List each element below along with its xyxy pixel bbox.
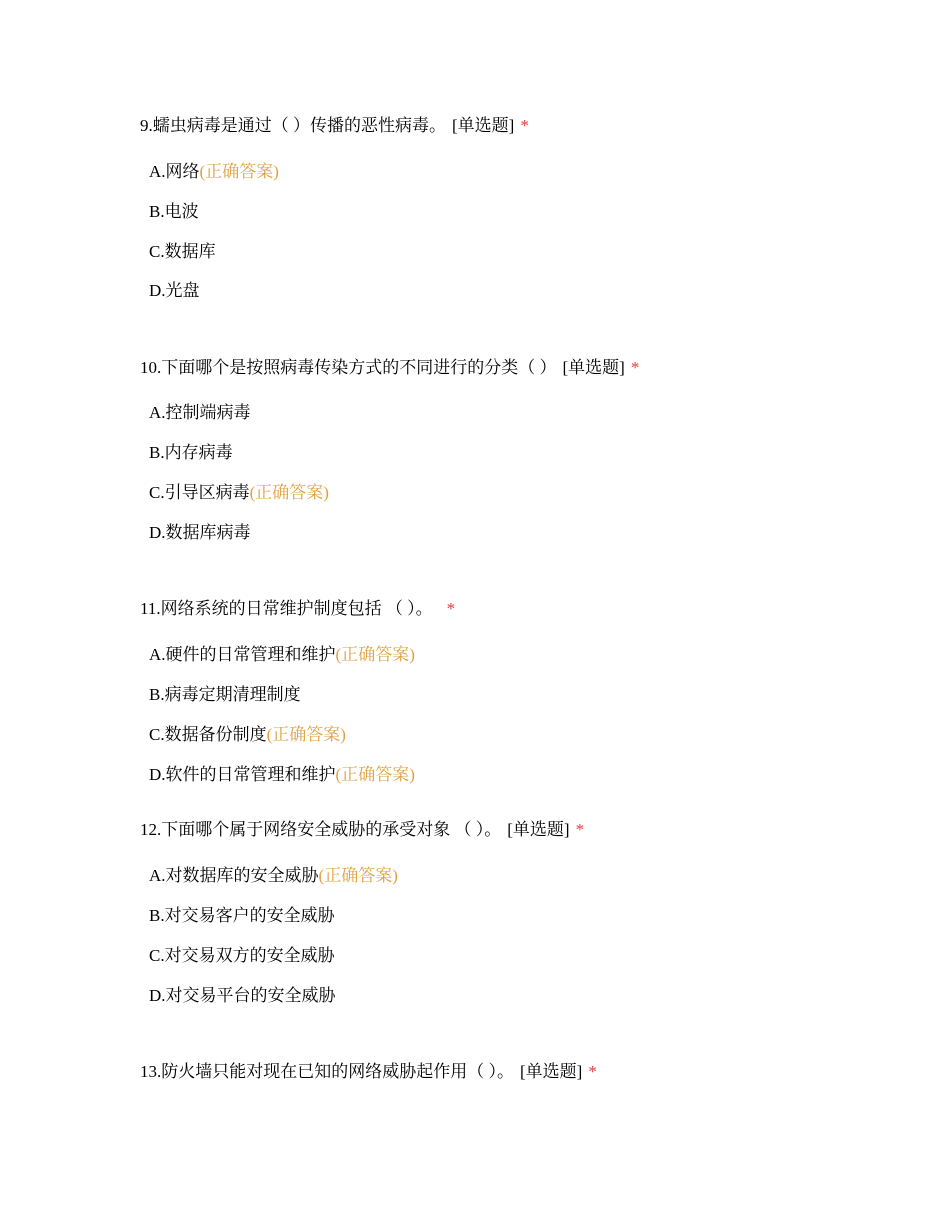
required-star: * [630, 358, 640, 377]
option-10-c [149, 482, 329, 504]
option-text: C.引导区病毒 [149, 483, 250, 502]
question-11-title [140, 598, 455, 620]
option-text: D.软件的日常管理和维护 [149, 765, 336, 784]
question-type: [单选题] [507, 820, 570, 839]
correct-answer-marker: (正确答案) [249, 483, 329, 502]
option-text: B.内存病毒 [149, 443, 233, 462]
option-12-a [149, 865, 398, 887]
option-text: C.数据备份制度 [149, 725, 267, 744]
question-12-title [140, 819, 584, 841]
option-text: C.对交易双方的安全威胁 [149, 946, 335, 965]
option-9-a [149, 161, 279, 183]
option-9-c [149, 241, 216, 263]
question-text: 9.蠕虫病毒是通过（ ）传播的恶性病毒。 [140, 116, 446, 135]
question-text: 12.下面哪个属于网络安全威胁的承受对象 （ ）。 [140, 820, 502, 839]
option-text: A.硬件的日常管理和维护 [149, 645, 336, 664]
required-star: * [520, 116, 529, 135]
option-11-c [149, 724, 346, 746]
option-text: D.光盘 [149, 281, 200, 300]
option-12-b [149, 905, 335, 927]
option-9-d [149, 280, 200, 302]
option-11-b [149, 684, 301, 706]
option-12-c [149, 945, 335, 967]
option-10-b [149, 442, 233, 464]
option-text: B.电波 [149, 202, 199, 221]
required-star: * [588, 1062, 597, 1081]
question-9-title [140, 115, 529, 137]
correct-answer-marker: (正确答案) [199, 162, 279, 181]
option-text: D.对交易平台的安全威胁 [149, 986, 336, 1005]
question-text: 13.防火墙只能对现在已知的网络威胁起作用（ ）。 [140, 1062, 514, 1081]
option-text: A.控制端病毒 [149, 403, 251, 422]
question-10-title [140, 357, 639, 379]
option-12-d [149, 985, 336, 1007]
option-text: D.数据库病毒 [149, 523, 251, 542]
question-type: [单选题] [452, 116, 515, 135]
question-text: 11.网络系统的日常维护制度包括 （ ）。 [140, 599, 433, 618]
correct-answer-marker: (正确答案) [335, 765, 415, 784]
option-9-b [149, 201, 199, 223]
option-text: C.数据库 [149, 242, 216, 261]
option-text: A.对数据库的安全威胁 [149, 866, 319, 885]
option-10-d [149, 522, 251, 544]
question-type: [单选题] [520, 1062, 583, 1081]
option-11-a [149, 644, 415, 666]
option-text: B.对交易客户的安全威胁 [149, 906, 335, 925]
question-type: [单选题] [562, 358, 625, 377]
option-11-d [149, 764, 415, 786]
correct-answer-marker: (正确答案) [335, 645, 415, 664]
option-text: A.网络 [149, 162, 200, 181]
question-13-title [140, 1061, 597, 1083]
question-text: 10.下面哪个是按照病毒传染方式的不同进行的分类（ ） [140, 358, 557, 377]
required-star: * [446, 599, 456, 618]
option-10-a [149, 402, 251, 424]
required-star: * [575, 820, 585, 839]
correct-answer-marker: (正确答案) [266, 725, 346, 744]
correct-answer-marker: (正确答案) [318, 866, 398, 885]
option-text: B.病毒定期清理制度 [149, 685, 301, 704]
